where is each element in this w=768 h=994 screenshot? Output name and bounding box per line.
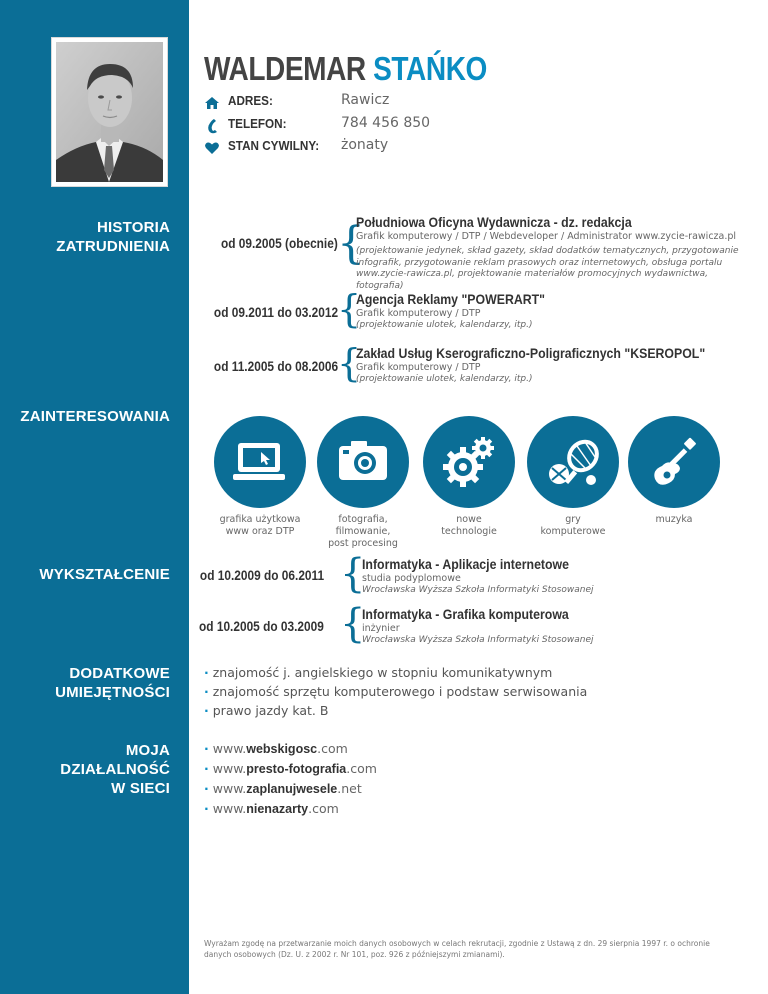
gears-icon [423, 416, 515, 508]
employment-entry [356, 214, 756, 292]
list-item: · prawo jazdy kat. B [204, 703, 329, 718]
phone-label: TELEFON: [228, 116, 287, 131]
employment-period: od 09.2011 do 03.2012 [213, 305, 338, 320]
person-name [204, 50, 487, 88]
job-role: Grafik komputerowy / DTP / Webdeveloper / Administrator www.zycie-rawicza.pl [356, 231, 737, 242]
interest-item [315, 416, 411, 550]
employment-period: od 09.2005 (obecnie) [221, 236, 338, 251]
section-interests-heading: ZAINTERESOWANIA [20, 408, 170, 425]
degree: studia podyplomowe [362, 573, 461, 584]
guitar-icon [628, 416, 720, 508]
websites-list [204, 739, 377, 819]
brace-icon: { [340, 601, 366, 647]
gdpr-consent-note: Wyrażam zgodę na przetwarzanie moich danych osobowych w celach rekrutacji, zgodnie z Ustawą z dn. 29 sierpnia 1997 r. o ochronie danych osobowych (Dz. U. z 2002 r. Nr 101, poz. 926 z późniejszymi zmianami). [204, 939, 710, 959]
laptop-icon [214, 416, 306, 508]
sports-balls-icon [527, 416, 619, 508]
marital-status-value: żonaty [341, 137, 389, 153]
employer-name: Zakład Usług Kserograficzno-Poligraficznych "KSEROPOL" [356, 345, 706, 361]
interest-caption: nowe technologie [441, 514, 497, 537]
education-entry [362, 606, 762, 647]
website-link[interactable]: · www.presto-fotografia.com [204, 761, 377, 776]
phone-value: 784 456 850 [341, 115, 431, 131]
brace-icon: { [337, 218, 365, 269]
website-link[interactable]: · www.nienazarty.com [204, 801, 339, 816]
section-skills-heading: DODATKOWE UMIEJĘTNOŚCI [55, 665, 170, 701]
website-link[interactable]: · www.webskigosc.com [204, 741, 348, 756]
phone-icon [204, 118, 220, 134]
degree: inżynier [362, 623, 400, 634]
job-description: (projektowanie jedynek, skład gazety, skład dodatków tematycznych, przygotowanie infografik, przygotowanie reklam prasowych oraz internetowych, obsługa portalu www.zycie-rawicza.pl, projektowanie materiałów promocyjnych wydawnictwa, fotografia) [356, 246, 739, 291]
section-education-heading: WYKSZTAŁCENIE [39, 566, 170, 583]
interest-caption: gry komputerowe [540, 514, 606, 537]
skills-list [204, 663, 587, 720]
field-of-study: Informatyka - Aplikacje internetowe [362, 556, 569, 572]
home-icon [204, 95, 220, 111]
section-employment-heading: HISTORIA ZATRUDNIENIA [56, 219, 170, 255]
education-entry [362, 556, 762, 597]
portrait-image [56, 42, 163, 182]
interest-item [525, 416, 621, 538]
first-name: WALDEMAR [204, 50, 366, 87]
field-of-study: Informatyka - Grafika komputerowa [362, 606, 569, 622]
profile-photo [52, 38, 167, 186]
website-link[interactable]: · www.zaplanujwesele.net [204, 781, 362, 796]
address-label: ADRES: [228, 93, 273, 108]
address-value: Rawicz [341, 92, 390, 108]
heart-icon [204, 140, 220, 156]
employment-period: od 11.2005 do 08.2006 [213, 359, 338, 374]
job-description: (projektowanie ulotek, kalendarzy, itp.) [356, 320, 533, 330]
employment-entry [356, 345, 756, 386]
last-name: STAŃKO [373, 50, 487, 87]
list-item: · znajomość j. angielskiego w stopniu komunikatywnym [204, 665, 553, 680]
interest-item [212, 416, 308, 538]
employer-name: Południowa Oficyna Wydawnicza - dz. redakcja [356, 214, 632, 230]
interest-caption: grafika użytkowa www oraz DTP [219, 514, 301, 537]
camera-icon [317, 416, 409, 508]
list-item: · znajomość sprzętu komputerowego i podstaw serwisowania [204, 684, 588, 699]
marital-status-label: STAN CYWILNY: [228, 138, 320, 153]
brace-icon: { [337, 341, 362, 385]
school-name: Wrocławska Wyższa Szkoła Informatyki Stosowanej [362, 585, 594, 595]
job-description: (projektowanie ulotek, kalendarzy, itp.) [356, 374, 533, 384]
employment-entry [356, 291, 756, 332]
interest-caption: fotografia, filmowanie, post procesing [328, 514, 398, 549]
interest-item [421, 416, 517, 538]
education-period: od 10.2005 do 03.2009 [199, 619, 324, 634]
education-period: od 10.2009 do 06.2011 [199, 568, 324, 583]
school-name: Wrocławska Wyższa Szkoła Informatyki Stosowanej [362, 635, 594, 645]
brace-icon: { [337, 287, 362, 331]
interest-item [626, 416, 722, 526]
brace-icon: { [340, 551, 366, 597]
job-role: Grafik komputerowy / DTP [356, 308, 481, 319]
employer-name: Agencja Reklamy "POWERART" [356, 291, 546, 307]
section-online-heading: MOJA DZIAŁALNOŚĆ W SIECI [60, 742, 170, 797]
interest-caption: muzyka [655, 514, 693, 525]
job-role: Grafik komputerowy / DTP [356, 362, 481, 373]
